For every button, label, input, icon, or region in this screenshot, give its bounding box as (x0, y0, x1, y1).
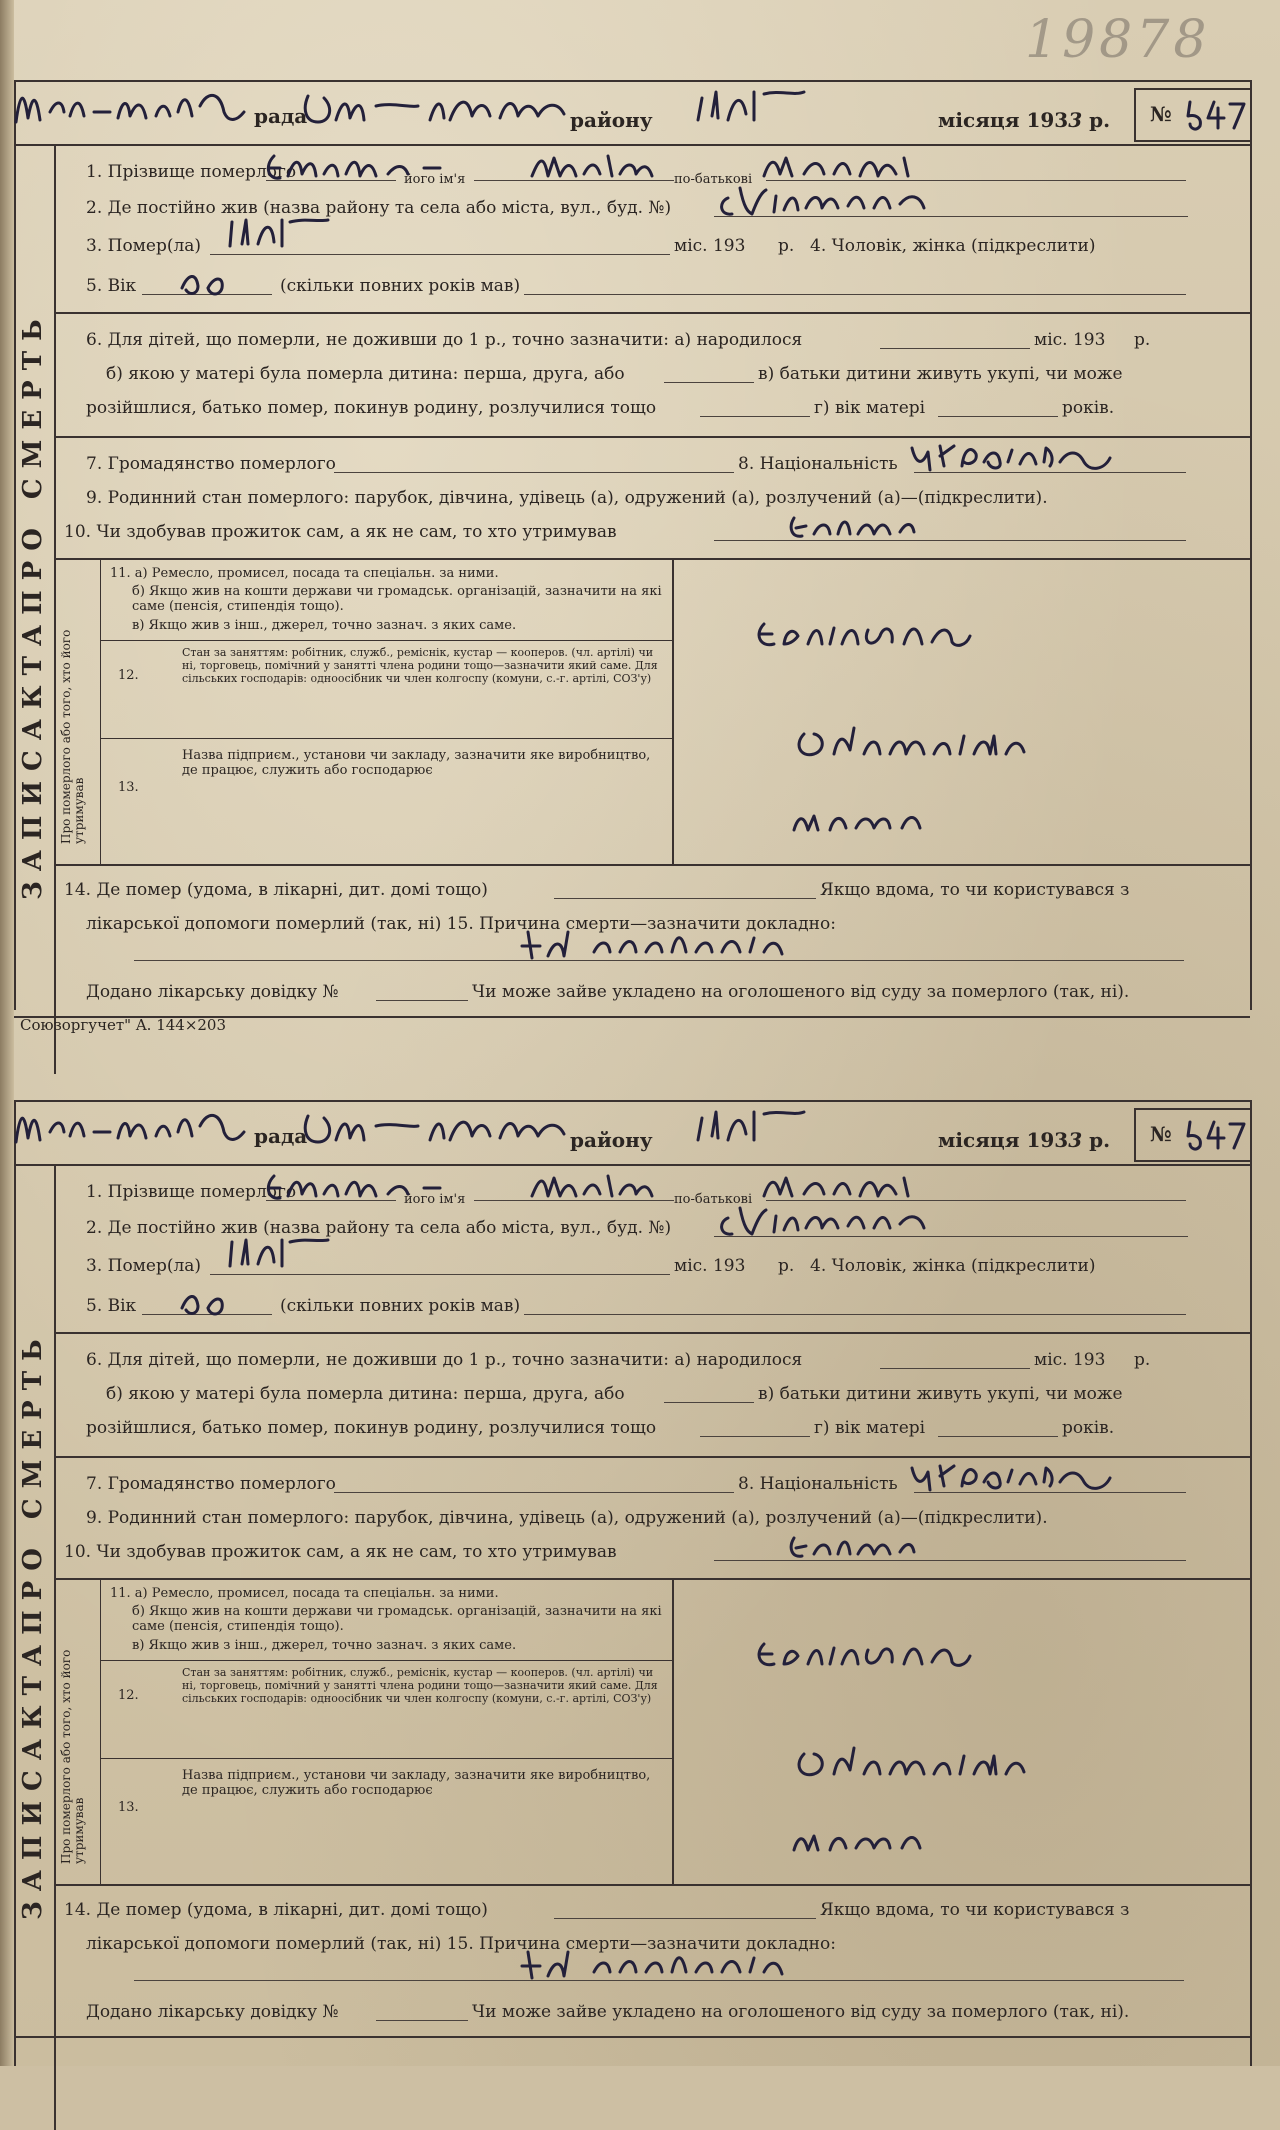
side-title: ЗАПИСАКТАПРО СМЕРТЬ (18, 1329, 48, 1920)
field-nationality-label: 8. Національність (738, 1474, 898, 1494)
field-name-label: його ім'я (404, 172, 466, 187)
handwriting-cause-entry (514, 1942, 934, 1990)
field-status-label: Стан за заняттям: робітник, служб., реміснік, кустар — кооперов. (чл. артілі) чи ні, торговець, помічний у занятті члена родини тощо—зазначити який саме. Для сільських господарів: одноосібник чи член колгоспу (комуни, с.-г. артілі, СОЗ'у) (182, 646, 658, 685)
field-livelihood-label: 10. Чи здобував прожиток сам, а як не сам, то хто утримував (64, 522, 617, 542)
header-month-text: місяця 193 (938, 108, 1069, 132)
field-sex-label: 4. Чоловік, жінка (підкреслити) (810, 236, 1096, 256)
field-parents-label: в) батьки дитини живуть укупі, чи може (758, 1384, 1123, 1404)
field-occupation-a-label: 11. а) Ремесло, промисел, посада та спеціальн. за ними. (110, 566, 499, 581)
field-child-order-label: б) якою у матері була померла дитина: перша, друга, або (106, 364, 625, 384)
field-home-care-label: Якщо вдома, то чи користувався з (820, 1900, 1130, 1920)
handwriting-council (10, 1102, 250, 1162)
field-parents-sep-label: розійшлися, батько помер, покинув родину, розлучилися тощо (86, 398, 657, 418)
field-patronymic-label: по-батькові (674, 1192, 753, 1207)
field-sex-label: 4. Чоловік, жінка (підкреслити) (810, 1256, 1096, 1276)
handwriting-day (694, 80, 814, 140)
header-year-suffix: р. (1089, 1128, 1111, 1152)
field-death-place-label: 14. Де помер (удома, в лікарні, дит. домі тощо) (64, 880, 488, 900)
field-mother-age-label: г) вік матері (814, 398, 926, 418)
handwriting-nationality-entry (904, 1452, 1164, 1500)
side-title: ЗАПИСАКТАПРО СМЕРТЬ (18, 309, 48, 900)
handwriting-died-entry (224, 210, 344, 258)
field-marital-label: 9. Родинний стан померлого: парубок, дівчина, удівець (а), одружений (а), розлучений (а)—(підкреслити). (86, 488, 1048, 508)
field-parents-label: в) батьки дитини живуть укупі, чи може (758, 364, 1123, 384)
handwriting-district (300, 1100, 600, 1160)
field-employer-num: 13. (118, 780, 139, 795)
record-number-label: № (1150, 1122, 1172, 1146)
field-died-label: 3. Помер(ла) (86, 236, 202, 256)
field-child-month-label: міс. 193 (1034, 1350, 1106, 1370)
field-death-place-label: 14. Де помер (удома, в лікарні, дит. домі тощо) (64, 1900, 488, 1920)
death-record-form-2 (14, 1100, 1250, 2066)
handwriting-record-number (1184, 1114, 1248, 1158)
field-child-r-label: р. (1134, 1350, 1151, 1370)
header-council-label: рада (254, 104, 308, 128)
handwriting-occupation-entry (734, 1584, 1154, 1888)
field-age-note: (скільки повних років мав) (280, 276, 521, 296)
header-year-digit: 3 (1068, 1128, 1083, 1152)
header-district-label: району (570, 1128, 653, 1152)
handwriting-age-entry (174, 260, 264, 304)
side-group-text: Про померлого або того, хто його утримував (59, 1649, 86, 1864)
field-employer-label: Назва підприєм., установи чи закладу, зазначити яке виробництво, де працює, служить або господарює (182, 1768, 651, 1798)
page-edge-shadow (0, 0, 14, 2066)
handwriting-residence-entry (714, 1198, 1074, 1246)
field-died-r-label: р. (778, 236, 795, 256)
field-medical-help-label: лікарської допомоги померлий (так, ні) 15. Причина смерти—зазначити докладно: (86, 914, 836, 934)
handwriting-record-number (1184, 94, 1248, 138)
header-month-label (938, 1130, 1110, 1150)
header-year-suffix: р. (1089, 108, 1111, 132)
handwriting-age-entry (174, 1280, 264, 1324)
side-group-label (60, 1594, 86, 1864)
header-council-label: рада (254, 1124, 308, 1148)
field-residence-label: 2. Де постійно жив (назва району та села або міста, вул., буд. №) (86, 1218, 672, 1238)
field-status-num: 12. (118, 668, 139, 683)
field-employer-label: Назва підприєм., установи чи закладу, зазначити яке виробництво, де працює, служить або господарює (182, 748, 651, 778)
field-mother-age-label: г) вік матері (814, 1418, 926, 1438)
field-mother-age-unit: років. (1062, 398, 1115, 418)
field-parents-sep-label: розійшлися, батько помер, покинув родину, розлучилися тощо (86, 1418, 657, 1438)
field-died-month-label: міс. 193 (674, 1256, 746, 1276)
header-month-text: місяця 193 (938, 1128, 1069, 1152)
death-record-form-1 (14, 80, 1250, 1010)
field-child-born-label: 6. Для дітей, що померли, не доживши до 1 р., точно зазначити: а) народилося (86, 330, 803, 350)
handwriting-residence-entry (714, 178, 1074, 226)
archive-number: 19878 (1025, 10, 1211, 70)
field-occupation-b-label: б) Якщо жив на кошти держави чи громадськ. організацій, зазначити на які саме (пенсія, стипендія тощо). (132, 1604, 662, 1634)
field-occupation-c-label: в) Якщо жив з інш., джерел, точно зазнач. з яких саме. (132, 1638, 517, 1653)
field-died-month-label: міс. 193 (674, 236, 746, 256)
field-died-r-label: р. (778, 1256, 795, 1276)
field-medical-help-label: лікарської допомоги померлий (так, ні) 15. Причина смерти—зазначити докладно: (86, 1934, 836, 1954)
side-group-label (60, 574, 86, 844)
field-child-born-label: 6. Для дітей, що померли, не доживши до 1 р., точно зазначити: а) народилося (86, 1350, 803, 1370)
field-age-label: 5. Вік (86, 1296, 137, 1316)
print-house-note: Союзоргучет" A. 144×203 (20, 1016, 227, 1034)
header-month-label (938, 110, 1110, 130)
side-group-text: Про померлого або того, хто його утримував (59, 629, 86, 844)
handwriting-nationality-entry (904, 432, 1164, 480)
field-court-label: Чи може зайве укладено на оголошеного від суду за померлого (так, ні). (472, 982, 1130, 1002)
record-number-label: № (1150, 102, 1172, 126)
field-nationality-label: 8. Національність (738, 454, 898, 474)
field-died-label: 3. Помер(ла) (86, 1256, 202, 1276)
field-citizenship-label: 7. Громадянство померлого (86, 1474, 336, 1494)
field-surname-label: 1. Прізвище померлого (86, 162, 297, 182)
handwriting-livelihood-entry (784, 504, 964, 548)
field-child-order-label: б) якою у матері була померла дитина: перша, друга, або (106, 1384, 625, 1404)
field-employer-num: 13. (118, 1800, 139, 1815)
handwriting-occupation-entry (734, 564, 1154, 868)
field-age-note: (скільки повних років мав) (280, 1296, 521, 1316)
field-livelihood-label: 10. Чи здобував прожиток сам, а як не сам, то хто утримував (64, 1542, 617, 1562)
handwriting-district (300, 80, 600, 140)
handwriting-livelihood-entry (784, 1524, 964, 1568)
header-year-digit: 3 (1068, 108, 1083, 132)
field-med-cert-label: Додано лікарську довідку № (86, 982, 339, 1002)
handwriting-cause-entry (514, 922, 934, 970)
header-district-label: району (570, 108, 653, 132)
field-child-month-label: міс. 193 (1034, 330, 1106, 350)
field-child-r-label: р. (1134, 330, 1151, 350)
handwriting-council (10, 82, 250, 142)
field-med-cert-label: Додано лікарську довідку № (86, 2002, 339, 2022)
field-occupation-c-label: в) Якщо жив з інш., джерел, точно зазнач. з яких саме. (132, 618, 517, 633)
field-court-label: Чи може зайве укладено на оголошеного від суду за померлого (так, ні). (472, 2002, 1130, 2022)
field-surname-label: 1. Прізвище померлого (86, 1182, 297, 1202)
field-name-label: його ім'я (404, 1192, 466, 1207)
field-status-num: 12. (118, 1688, 139, 1703)
field-patronymic-label: по-батькові (674, 172, 753, 187)
field-citizenship-label: 7. Громадянство померлого (86, 454, 336, 474)
field-mother-age-unit: років. (1062, 1418, 1115, 1438)
field-age-label: 5. Вік (86, 276, 137, 296)
handwriting-day (694, 1100, 814, 1160)
handwriting-died-entry (224, 1230, 344, 1278)
field-home-care-label: Якщо вдома, то чи користувався з (820, 880, 1130, 900)
field-residence-label: 2. Де постійно жив (назва району та села або міста, вул., буд. №) (86, 198, 672, 218)
field-marital-label: 9. Родинний стан померлого: парубок, дівчина, удівець (а), одружений (а), розлучений (а)—(підкреслити). (86, 1508, 1048, 1528)
field-status-label: Стан за заняттям: робітник, служб., реміснік, кустар — кооперов. (чл. артілі) чи ні, торговець, помічний у занятті члена родини тощо—зазначити який саме. Для сільських господарів: одноосібник чи член колгоспу (комуни, с.-г. артілі, СОЗ'у) (182, 1666, 658, 1705)
field-occupation-b-label: б) Якщо жив на кошти держави чи громадськ. організацій, зазначити на які саме (пенсія, стипендія тощо). (132, 584, 662, 614)
field-occupation-a-label: 11. а) Ремесло, промисел, посада та спеціальн. за ними. (110, 1586, 499, 1601)
